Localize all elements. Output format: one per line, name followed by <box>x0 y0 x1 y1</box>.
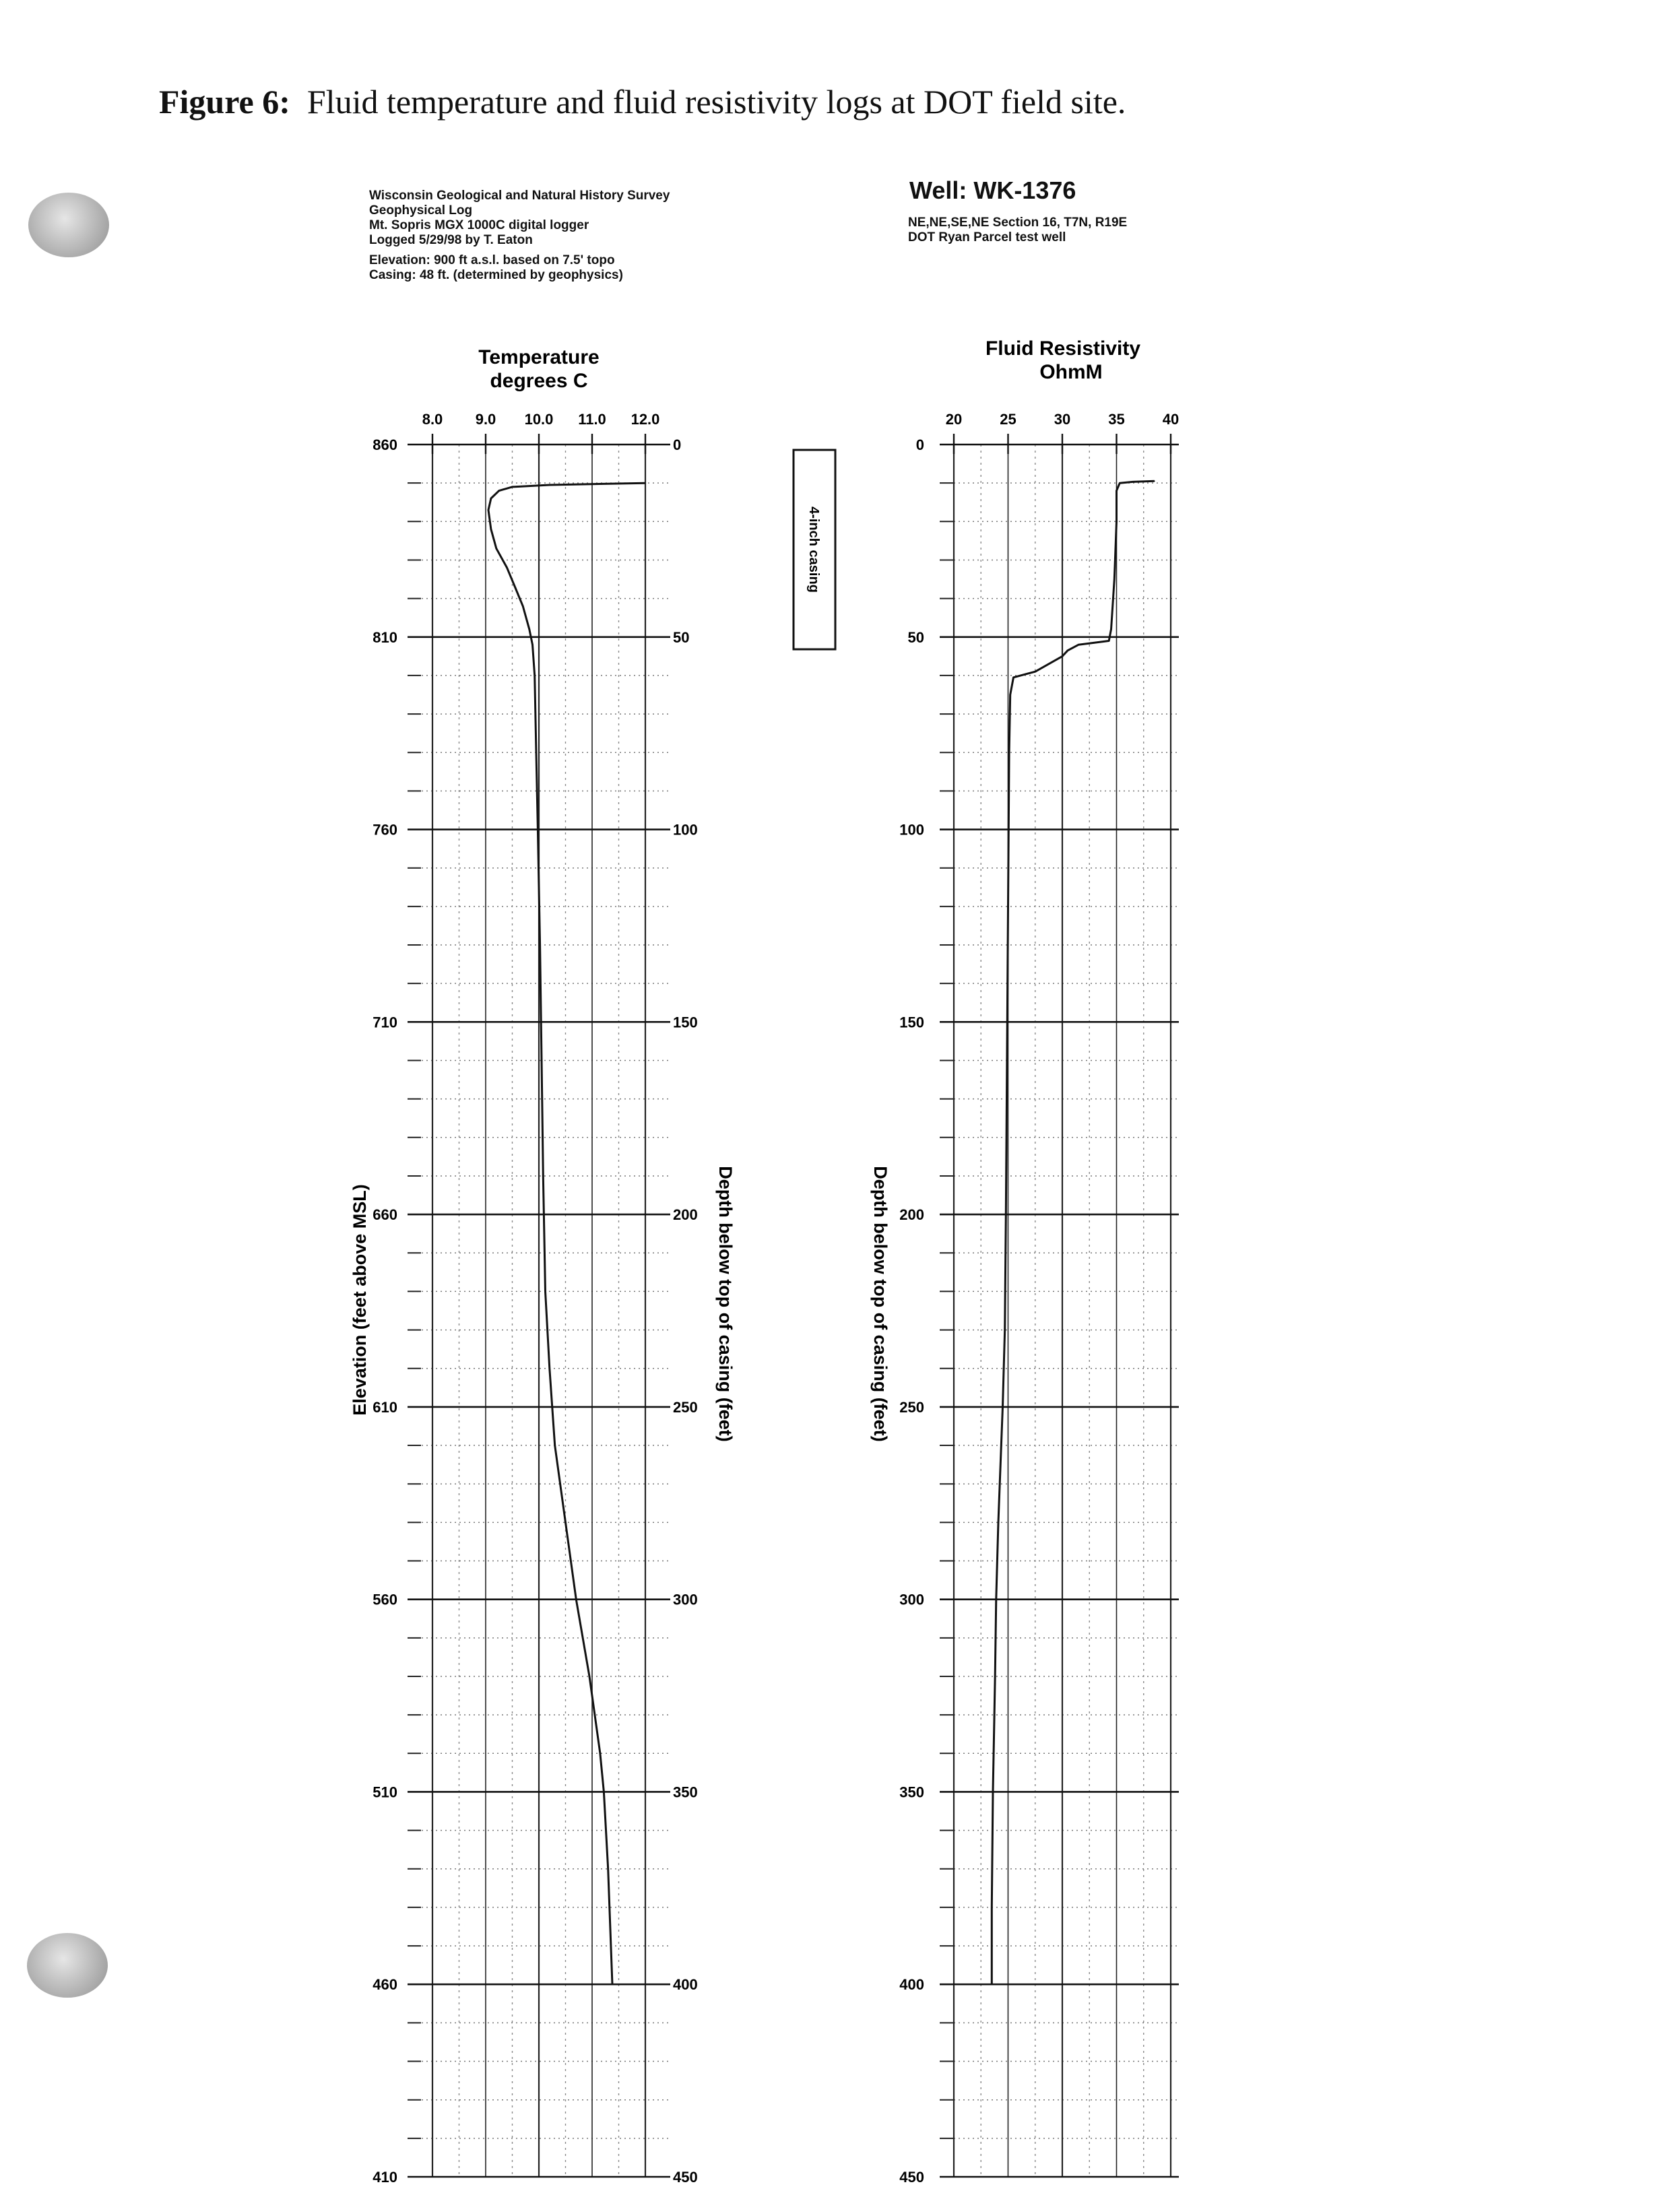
resistivity-curve-point <box>1116 490 1118 492</box>
resistivity-units: OhmM <box>1039 361 1103 383</box>
resistivity-curve-point <box>1120 482 1121 484</box>
casing-label: 4-inch casing <box>806 506 821 593</box>
x-tick-label: 8.0 <box>422 411 443 428</box>
depth-tick-label: 0 <box>915 436 924 453</box>
temperature-curve-point <box>515 587 516 588</box>
resistivity-curve-point <box>1035 671 1036 672</box>
temperature-curve-point <box>549 484 550 486</box>
temperature-curve-point <box>549 1368 550 1369</box>
elevation-tick-label: 660 <box>373 1206 397 1224</box>
temperature-curve-point <box>536 752 537 753</box>
resistivity-curve-point <box>1132 482 1134 483</box>
elevation-tick-label: 560 <box>373 1591 397 1608</box>
depth-tick-label: 450 <box>673 2169 698 2186</box>
temperature-curve-point <box>612 1984 613 1985</box>
depth-tick-label: 200 <box>673 1206 698 1224</box>
temperature-curve-point <box>538 829 539 830</box>
resistivity-curve-point <box>1067 650 1068 651</box>
header-survey: Wisconsin Geological and Natural History Survey <box>369 189 670 203</box>
temperature-curve-point <box>600 1752 601 1754</box>
temperature-curve-point <box>529 629 530 630</box>
temperature-curve-point <box>604 1792 605 1793</box>
temperature-curve-point <box>589 1676 590 1677</box>
depth-tick-label: 300 <box>673 1591 698 1608</box>
x-tick-label: 10.0 <box>524 411 554 428</box>
depth-tick-label: 0 <box>673 436 682 453</box>
depth-tick-label: 350 <box>673 1783 698 1801</box>
temperature-curve-point <box>541 1060 542 1061</box>
x-tick-label: 25 <box>1000 411 1016 428</box>
resistivity-curve-point <box>992 1984 993 1985</box>
temperature-curve-point <box>523 605 524 607</box>
depth-tick-label: 100 <box>673 821 698 839</box>
depth-tick-label: 250 <box>673 1398 698 1416</box>
resistivity-curve-point <box>1062 656 1063 657</box>
temperature-curve-point <box>512 486 513 488</box>
resistivity-curve-point <box>1078 644 1079 645</box>
resistivity-curve-point <box>1010 694 1011 696</box>
resistivity-curve-point <box>1005 1214 1006 1215</box>
header-log-type: Geophysical Log <box>369 203 473 218</box>
x-tick-label: 30 <box>1054 411 1071 428</box>
resistivity-curve-point <box>1113 579 1115 580</box>
resistivity-curve-point <box>996 1599 997 1600</box>
temperature-curve-point <box>498 490 500 492</box>
elevation-tick-label: 860 <box>373 436 397 453</box>
depth-tick-label: 200 <box>899 1206 924 1224</box>
resistivity-curve-point <box>1004 1330 1006 1331</box>
resistivity-curve <box>992 481 1155 1984</box>
temperature-curve-point <box>507 567 508 568</box>
depth-tick-label: 150 <box>899 1014 924 1031</box>
elevation-tick-label: 460 <box>373 1976 397 1994</box>
depth-tick-label: 100 <box>899 821 924 839</box>
elevation-axis-label: Elevation (feet above MSL) <box>350 1184 370 1416</box>
resistivity-curve-point <box>1006 1060 1008 1061</box>
temperature-curve-point <box>608 1868 609 1870</box>
temperature-curve-point <box>490 529 492 530</box>
temperature-title: Temperature <box>478 346 600 368</box>
header-casing: Casing: 48 ft. (determined by geophysics) <box>369 268 623 282</box>
resistivity-curve-point <box>1008 906 1009 907</box>
resistivity-curve-point <box>1013 677 1014 678</box>
well-id: Well: WK-1376 <box>909 176 1076 204</box>
x-tick-label: 9.0 <box>475 411 496 428</box>
elevation-tick-label: 760 <box>373 821 397 839</box>
x-tick-label: 35 <box>1108 411 1125 428</box>
header-logger: Mt. Sopris MGX 1000C digital logger <box>369 218 589 232</box>
x-tick-label: 40 <box>1162 411 1180 428</box>
temperature-curve-point <box>576 1599 577 1600</box>
resistivity-curve-point <box>1154 480 1155 482</box>
x-tick-label: 12.0 <box>631 411 660 428</box>
depth-tick-label: 300 <box>899 1591 924 1608</box>
temperature-curve-point <box>540 944 541 946</box>
x-tick-label: 11.0 <box>578 411 606 428</box>
figure-label: Figure 6: <box>159 83 290 121</box>
resistivity-curve-point <box>1111 629 1112 630</box>
resistivity-curve-point <box>1116 521 1118 523</box>
resistivity-curve-point <box>992 1907 993 1908</box>
temperature-curve-point <box>496 548 497 550</box>
depth-tick-label: 400 <box>673 1976 698 1994</box>
temperature-curve-point <box>488 509 489 511</box>
resistivity-curve-point <box>998 1522 999 1524</box>
temperature-curve-point <box>645 482 646 484</box>
resistivity-curve-point <box>1002 1406 1004 1408</box>
depth-tick-label: 150 <box>673 1014 698 1031</box>
resistivity-curve-point <box>1108 641 1109 642</box>
resistivity-depth-axis-label: Depth below top of casing (feet) <box>870 1166 891 1442</box>
elevation-tick-label: 710 <box>373 1014 397 1031</box>
figure-caption-text: Fluid temperature and fluid resistivity logs at DOT field site. <box>306 83 1126 121</box>
temperature-curve-point <box>545 1291 546 1292</box>
resistivity-title: Fluid Resistivity <box>985 337 1141 360</box>
temperature-curve-point <box>532 644 534 645</box>
header-logged-by: Logged 5/29/98 by T. Eaton <box>369 233 533 247</box>
elevation-tick-label: 810 <box>373 628 397 646</box>
header-location: NE,NE,SE,NE Section 16, T7N, R19E <box>908 216 1128 230</box>
resistivity-curve-point <box>992 1792 994 1793</box>
resistivity-curve-point <box>994 1676 996 1677</box>
temperature-units: degrees C <box>490 370 588 392</box>
header-well-name: DOT Ryan Parcel test well <box>908 230 1066 244</box>
temperature-curve-point <box>554 1445 556 1446</box>
x-tick-label: 20 <box>945 411 963 428</box>
elevation-tick-label: 410 <box>373 2169 397 2186</box>
temperature-depth-axis-label: Depth below top of casing (feet) <box>715 1166 736 1442</box>
resistivity-curve-point <box>1008 752 1010 753</box>
temperature-curve-point <box>534 675 536 676</box>
temperature-curve-point <box>565 1522 567 1524</box>
elevation-tick-label: 610 <box>373 1398 397 1416</box>
depth-tick-label: 450 <box>899 2169 924 2186</box>
depth-tick-label: 400 <box>899 1976 924 1994</box>
elevation-tick-label: 510 <box>373 1783 397 1801</box>
depth-tick-label: 50 <box>907 628 924 646</box>
depth-tick-label: 50 <box>673 628 690 646</box>
depth-tick-label: 250 <box>899 1398 924 1416</box>
temperature-curve-point <box>543 1175 544 1177</box>
depth-tick-label: 350 <box>899 1783 924 1801</box>
header-elevation: Elevation: 900 ft a.s.l. based on 7.5' topo <box>369 253 615 267</box>
temperature-curve-point <box>490 498 492 499</box>
